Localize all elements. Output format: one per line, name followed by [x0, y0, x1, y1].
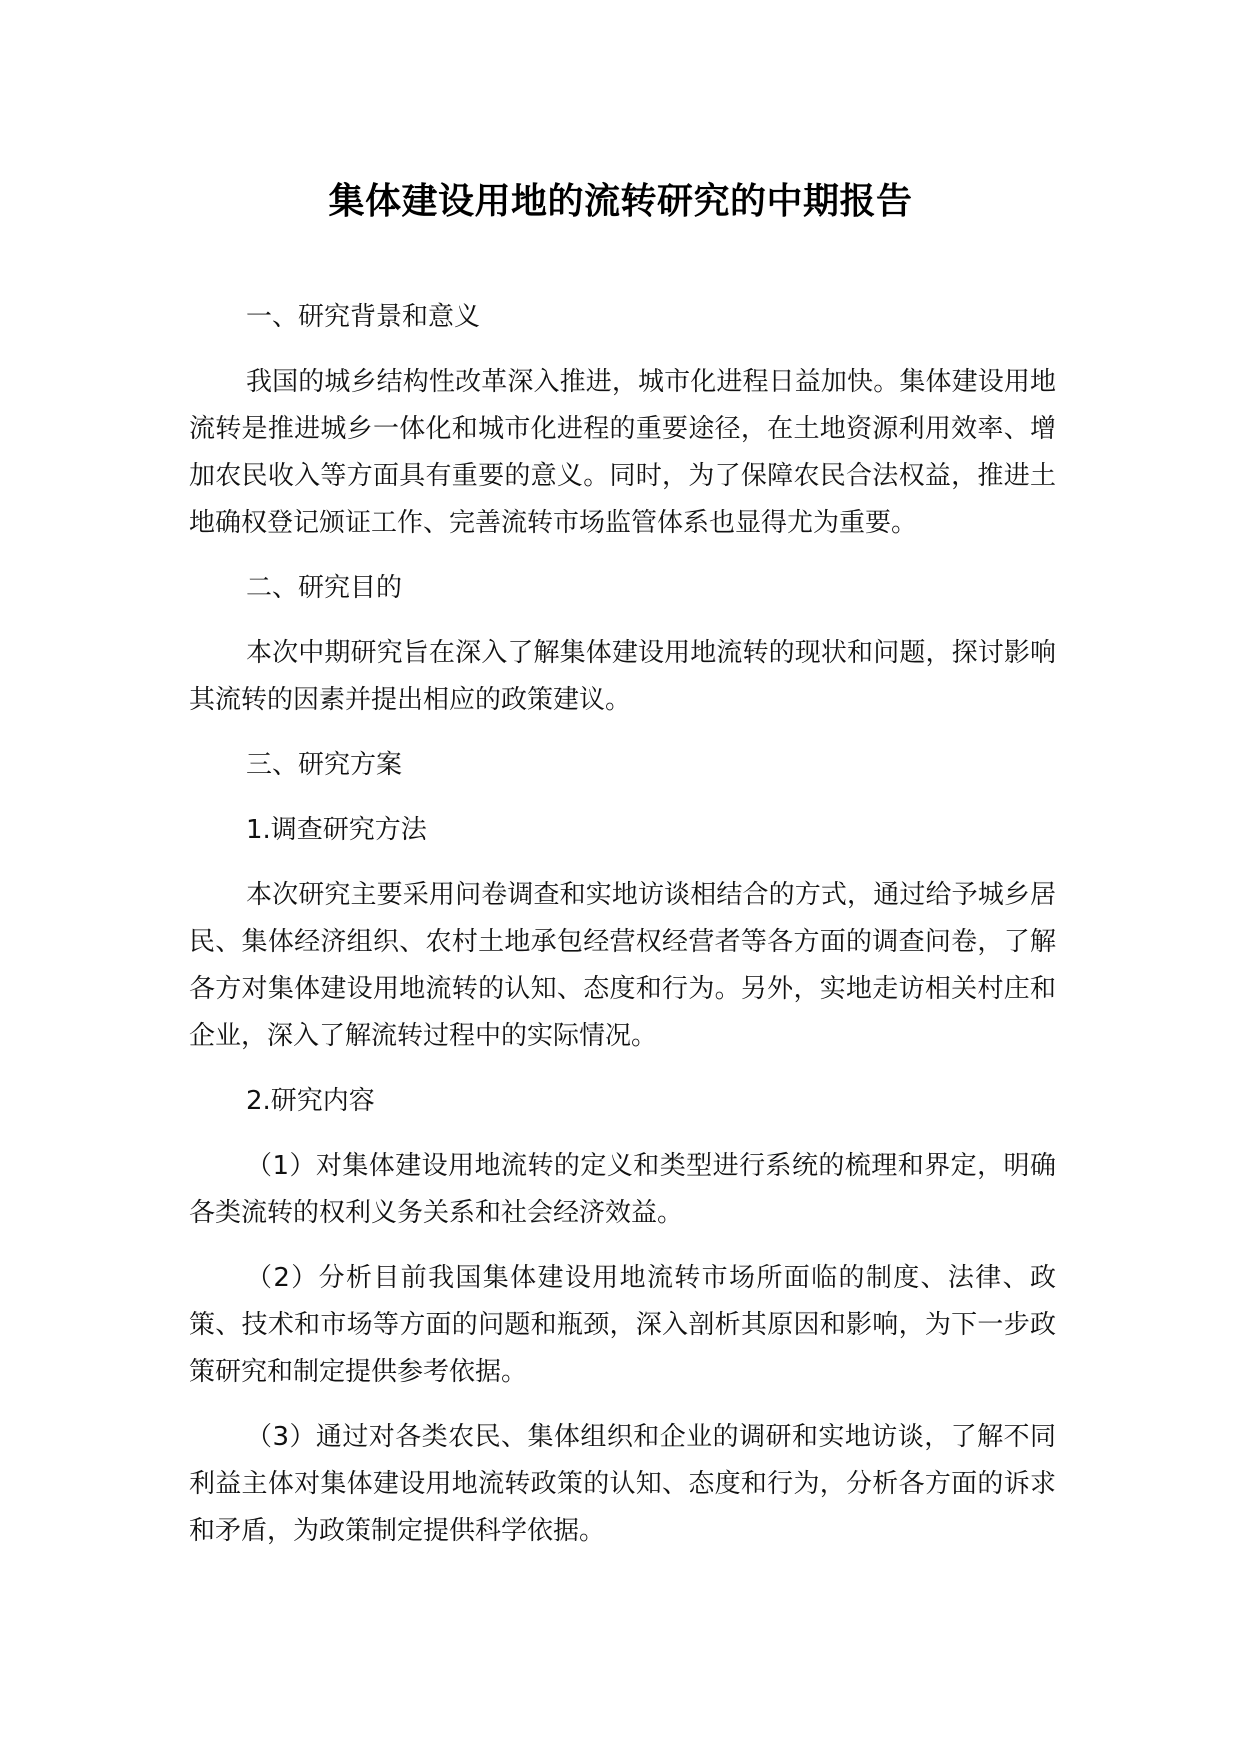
- section-heading: 三、研究方案: [246, 750, 403, 780]
- paragraph: 本次中期研究旨在深入了解集体建设用地流转的现状和问题，探讨影响其流转的因素并提出相应的政策建议。: [189, 638, 1056, 715]
- subsection-heading: 1.调查研究方法: [246, 815, 427, 845]
- paragraph: 本次研究主要采用问卷调查和实地访谈相结合的方式，通过给予城乡居民、集体经济组织、农村土地承包经营权经营者等各方面的调查问卷，了解各方对集体建设用地流转的认知、态度和行为。另外，实地走访相关村庄和企业，深入了解流转过程中的实际情况。: [189, 880, 1056, 1051]
- paragraph: （2）分析目前我国集体建设用地流转市场所面临的制度、法律、政策、技术和市场等方面的问题和瓶颈，深入剖析其原因和影响，为下一步政策研究和制定提供参考依据。: [189, 1263, 1056, 1387]
- subsection-heading: 2.研究内容: [246, 1086, 375, 1116]
- document-title: 集体建设用地的流转研究的中期报告: [328, 181, 913, 222]
- paragraph: 我国的城乡结构性改革深入推进，城市化进程日益加快。集体建设用地流转是推进城乡一体化和城市化进程的重要途径，在土地资源利用效率、增加农民收入等方面具有重要的意义。同时，为了保障农民合法权益，推进土地确权登记颁证工作、完善流转市场监管体系也显得尤为重要。: [189, 367, 1056, 538]
- paragraph: （1）对集体建设用地流转的定义和类型进行系统的梳理和界定，明确各类流转的权利义务关系和社会经济效益。: [189, 1151, 1056, 1228]
- section-heading: 二、研究目的: [246, 573, 403, 603]
- document-body: [189, 294, 1056, 1573]
- section-heading: 一、研究背景和意义: [246, 302, 481, 332]
- paragraph: （3）通过对各类农民、集体组织和企业的调研和实地访谈，了解不同利益主体对集体建设用地流转政策的认知、态度和行为，分析各方面的诉求和矛盾，为政策制定提供科学依据。: [189, 1422, 1056, 1546]
